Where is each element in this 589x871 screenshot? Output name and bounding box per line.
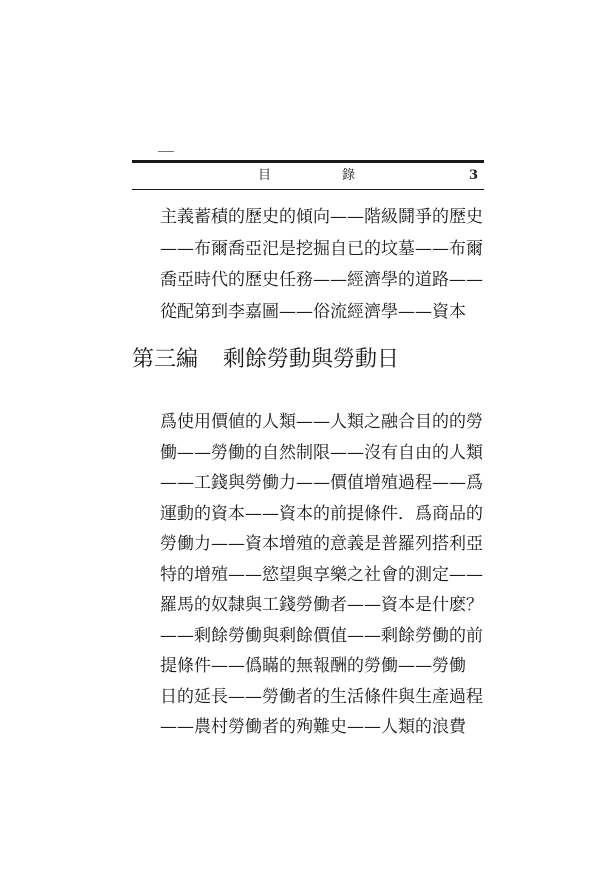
- print-speck: [158, 151, 174, 152]
- text-line: 提條件——僞瞞的無報酬的勞働——勞働: [160, 656, 466, 676]
- page-number: 3: [468, 168, 478, 183]
- header-title-second-char: 錄: [342, 168, 356, 183]
- text-line: 主義蓄積的歷史的傾向——階級鬪爭的歷史: [160, 207, 483, 227]
- toc-entry-paragraph-2: [160, 407, 490, 743]
- section-title: 剩餘勞動與勞動日: [223, 347, 400, 372]
- text-line: 羅馬的奴隸與工錢勞働者——資本是什麽？: [160, 595, 483, 615]
- text-line: 働——勞働的自然制限——沒有自由的人類: [160, 442, 483, 463]
- text-line: 特的增殖——慾望與享樂之社會的測定——: [160, 564, 483, 585]
- running-header: [132, 163, 484, 189]
- text-line: 運動的資本——資本的前提條件．爲商品的: [160, 503, 483, 524]
- text-line: ——剩餘勞働與剩餘價值——剩餘勞働的前: [160, 625, 483, 646]
- text-line: ——農村勞働者的殉難史——人類的浪費: [160, 717, 466, 737]
- text-line: 從配第到李嘉圖——俗流經濟學——資本: [160, 301, 466, 322]
- toc-entry-paragraph-1: [160, 202, 490, 328]
- header-rule-bottom: [132, 189, 484, 190]
- section-heading: [132, 343, 492, 377]
- text-line: 日的延長——勞働者的生活條件與生產過程: [160, 686, 483, 707]
- text-line: 爲使用價値的人類——人類之融合目的的勞: [160, 412, 483, 432]
- text-line: 勞働力——資本增殖的意義是普羅列搭利亞: [160, 534, 483, 554]
- text-line: 喬亞時代的歷史任務——經濟學的道路——: [160, 270, 483, 291]
- header-title-first-char: 目: [258, 168, 272, 183]
- text-line: ——布爾喬亞汜是挖掘自已的坟墓——布爾: [160, 238, 483, 259]
- section-number: 第三編: [132, 347, 199, 372]
- text-line: ——工錢與勞働力——價值增殖過程——爲: [160, 473, 483, 493]
